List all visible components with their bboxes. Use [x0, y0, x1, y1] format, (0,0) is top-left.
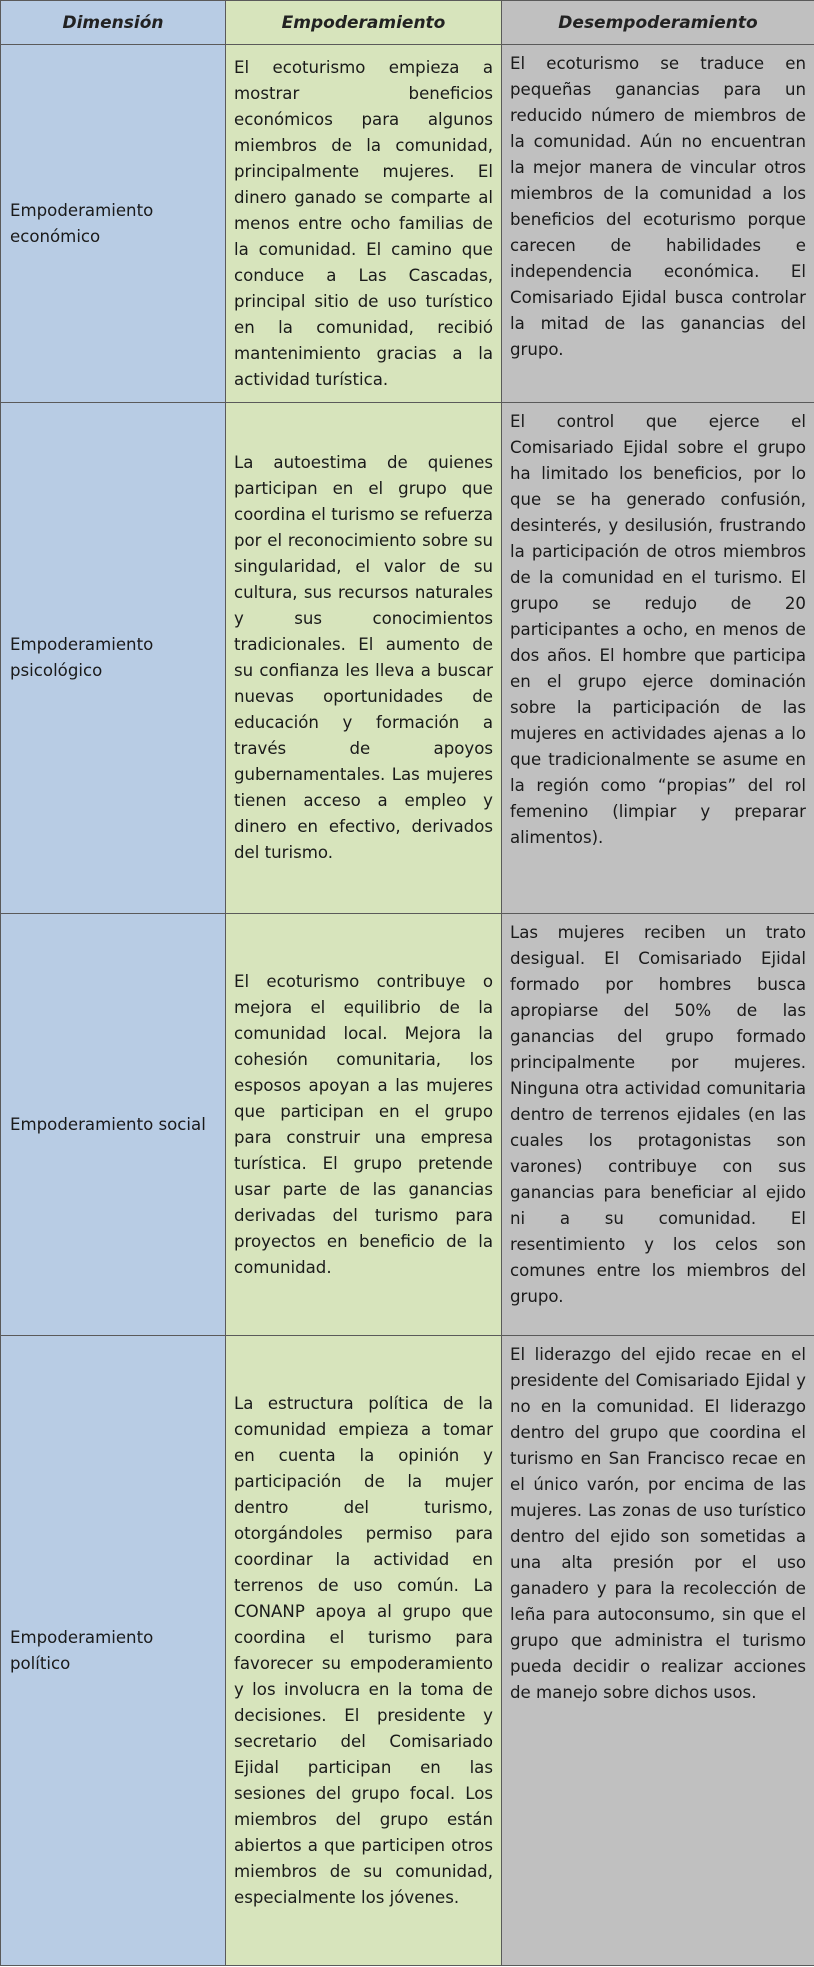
empowerment-cell: El ecoturismo contribuye o mejora el equilibrio de la comunidad local. Mejora la cohesión comunitaria, los esposos apoyan a las mujeres que participan en el grupo para construir una empresa turística. El grupo pretende usar parte de las ganancias derivadas del turismo para proyectos en beneficio de la comunidad.: [226, 914, 502, 1336]
header-disempowerment: Desempoderamiento: [502, 1, 814, 45]
header-dimension: Dimensión: [1, 1, 226, 45]
table-row-social: [1, 914, 814, 1336]
dimension-cell: Empoderamiento social: [1, 914, 226, 1336]
dimension-cell: Empoderamiento psicológico: [1, 403, 226, 914]
disempowerment-cell: El control que ejerce el Comisariado Ejidal sobre el grupo ha limitado los beneficios, por lo que se ha generado confusión, desinterés, y desilusión, frustrando la participación de otros miembros de la comunidad en el turismo. El grupo se redujo de 20 participantes a ocho, en menos de dos años. El hombre que participa en el grupo ejerce dominación sobre la participación de las mujeres en actividades ajenas a lo que tradicionalmente se asume en la región como “propias” del rol femenino (limpiar y preparar alimentos).: [502, 403, 814, 914]
disempowerment-cell: El ecoturismo se traduce en pequeñas ganancias para un reducido número de miembros de la comunidad. Aún no encuentran la mejor manera de vincular otros miembros de la comunidad a los beneficios del ecoturismo porque carecen de habilidades e independencia económica. El Comisariado Ejidal busca controlar la mitad de las ganancias del grupo.: [502, 45, 814, 403]
header-empowerment: Empoderamiento: [226, 1, 502, 45]
empowerment-cell: El ecoturismo empieza a mostrar beneficios económicos para algunos miembros de la comunidad, principalmente mujeres. El dinero ganado se comparte al menos entre ocho familias de la comunidad. El camino que conduce a Las Cascadas, principal sitio de uso turístico en la comunidad, recibió mantenimiento gracias a la actividad turística.: [226, 45, 502, 403]
dimension-cell: Empoderamiento económico: [1, 45, 226, 403]
header-row: [1, 1, 814, 45]
table-row-psychological: [1, 403, 814, 914]
table-row-economic: [1, 45, 814, 403]
disempowerment-cell: Las mujeres reciben un trato desigual. El Comisariado Ejidal formado por hombres busca apropiarse del 50% de las ganancias del grupo formado principalmente por mujeres. Ninguna otra actividad comunitaria dentro de terrenos ejidales (en las cuales los protagonistas son varones) contribuye con sus ganancias para beneficiar al ejido ni a su comunidad. El resentimiento y los celos son comunes entre los miembros del grupo.: [502, 914, 814, 1336]
empowerment-cell: La autoestima de quienes participan en el grupo que coordina el turismo se refuerza por el reconocimiento sobre su singularidad, el valor de su cultura, sus recursos naturales y sus conocimientos tradicionales. El aumento de su confianza les lleva a buscar nuevas oportunidades de educación y formación a través de apoyos gubernamentales. Las mujeres tienen acceso a empleo y dinero en efectivo, derivados del turismo.: [226, 403, 502, 914]
table-row-political: [1, 1336, 814, 1966]
disempowerment-cell: El liderazgo del ejido recae en el presidente del Comisariado Ejidal y no en la comunidad. El liderazgo dentro del grupo que coordina el turismo en San Francisco recae en el único varón, por encima de las mujeres. Las zonas de uso turístico dentro del ejido son sometidas a una alta presión por el uso ganadero y para la recolección de leña para autoconsumo, sin que el grupo que administra el turismo pueda decidir o realizar acciones de manejo sobre dichos usos.: [502, 1336, 814, 1966]
dimension-cell: Empoderamiento político: [1, 1336, 226, 1966]
empowerment-cell: La estructura política de la comunidad empieza a tomar en cuenta la opinión y participación de la mujer dentro del turismo, otorgándoles permiso para coordinar la actividad en terrenos de uso común. La CONANP apoya al grupo que coordina el turismo para favorecer su empoderamiento y los involucra en la toma de decisiones. El presidente y secretario del Comisariado Ejidal participan en las sesiones del grupo focal. Los miembros del grupo están abiertos a que participen otros miembros de su comunidad, especialmente los jóvenes.: [226, 1336, 502, 1966]
